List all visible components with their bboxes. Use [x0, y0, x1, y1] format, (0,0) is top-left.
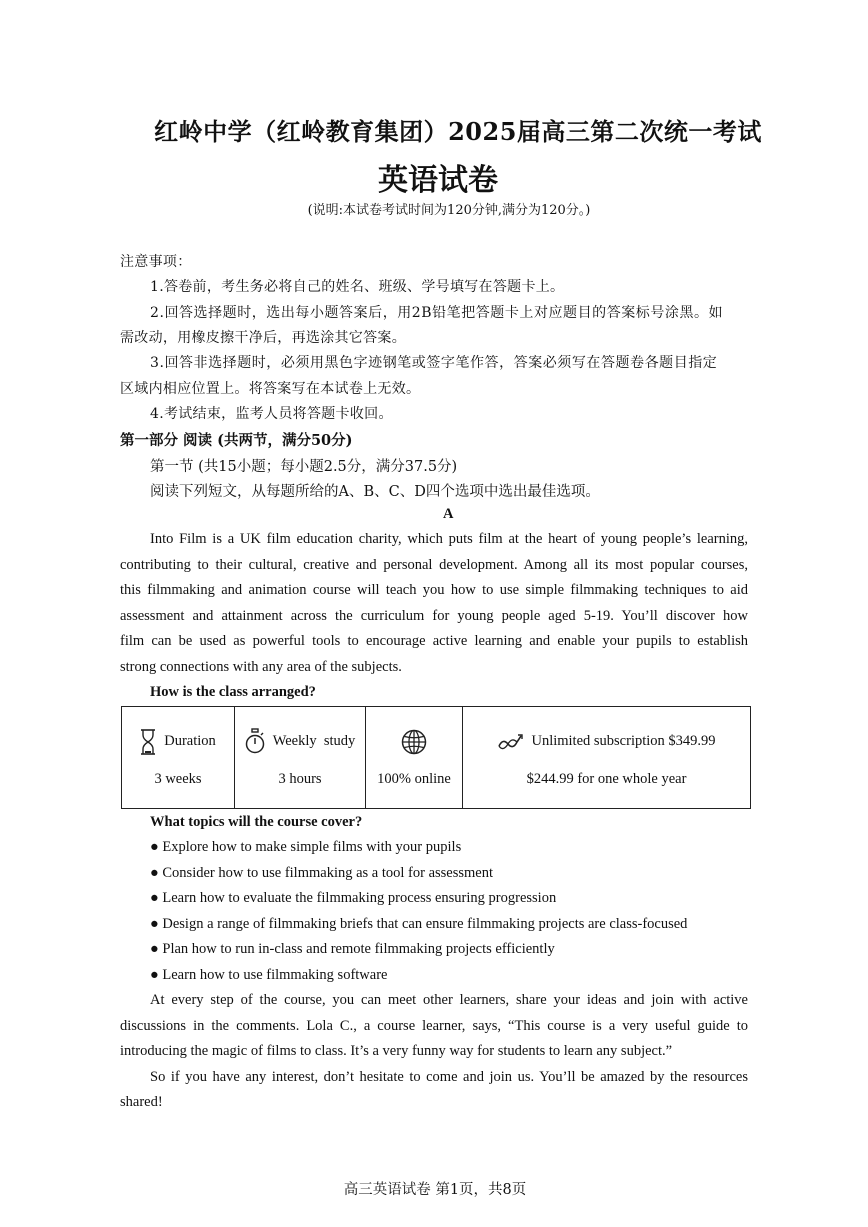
instruction-item: 2.回答选择题时，选出每小题答案后，用2B铅笔把答题卡上对应题目的答案标号涂黑。如 — [150, 305, 724, 321]
instruction-item: 区域内相应位置上。将答案写在本试卷上无效。 — [120, 381, 421, 397]
instruction-item: 需改动，用橡皮擦干净后，再选涂其它答案。 — [120, 330, 406, 346]
topic-item: ● Learn how to use filmmaking software — [150, 967, 388, 983]
subject-title: 英语试卷 — [378, 163, 498, 198]
weekly-study-cell — [235, 707, 366, 809]
passage-label: A — [443, 506, 454, 522]
infinity-icon — [497, 732, 523, 752]
paragraph-line: introducing the magic of films to class. It’s a very funny way for students to learn any subject.” — [120, 1043, 673, 1059]
instruction-item: 4.考试结束，监考人员将答题卡收回。 — [150, 406, 393, 422]
topics-heading: What topics will the course cover? — [150, 814, 363, 830]
instruction-item: 3.回答非选择题时，必须用黑色字迹钢笔或签字笔作答，答案必须写在答题卷各题目指定 — [150, 355, 718, 371]
paragraph-line: At every step of the course, you can meet other learners, share your ideas and join with active — [150, 992, 748, 1008]
paragraph-line: Into Film is a UK film education charity, which puts film at the heart of young people’s learning, — [150, 531, 748, 547]
exam-note: (说明:本试卷考试时间为120分钟,满分为120分。) — [307, 203, 591, 218]
duration-cell — [122, 707, 235, 809]
subscription-label: Unlimited subscription $349.99 — [531, 733, 716, 749]
weekly-study-label: Weekly study — [272, 733, 356, 749]
duration-value: 3 weeks — [154, 770, 202, 787]
section-heading: 第一节 (共15小题；每小题2.5分，满分37.5分) — [150, 459, 458, 475]
topic-item: ● Explore how to make simple films with your pupils — [150, 839, 462, 855]
topic-item: ● Consider how to use filmmaking as a tool for assessment — [150, 865, 494, 881]
topic-item: ● Design a range of filmmaking briefs that can ensure filmmaking projects are class-focused — [150, 916, 688, 932]
paragraph-line: contributing to their cultural, creative and personal development. Among all its most popular courses, — [120, 557, 748, 573]
topic-item: ● Plan how to run in-class and remote filmmaking projects efficiently — [150, 941, 555, 957]
class-arrangement-table — [121, 706, 751, 809]
paragraph-line: discussions in the comments. Lola C., a course learner, says, “This course is a very useful guide to — [120, 1018, 748, 1034]
subscription-cell — [463, 707, 751, 809]
paragraph-line: film can be used as powerful tools to encourage active learning and enable your pupils to establish — [120, 633, 748, 649]
globe-icon — [401, 729, 427, 755]
stopwatch-icon — [245, 728, 265, 756]
paragraph-line: strong connections with any area of the subjects. — [120, 659, 402, 675]
paragraph-line: assessment and attainment across the curriculum for young people aged 5-19. You’ll discover how — [120, 608, 748, 624]
part-heading: 第一部分 阅读 (共两节，满分50分) — [120, 432, 353, 449]
paragraph-line: shared! — [120, 1094, 163, 1110]
topic-item: ● Learn how to evaluate the filmmaking process ensuring progression — [150, 890, 557, 906]
paragraph-line: this filmmaking and animation course will teach you how to use simple filmmaking techniques to aid — [120, 582, 748, 598]
exam-title: 红岭中学（红岭教育集团）2025届高三第二次统一考试 — [154, 117, 762, 146]
online-cell — [366, 707, 463, 809]
subscription-value: $244.99 for one whole year — [526, 770, 687, 787]
hourglass-icon — [140, 729, 156, 755]
page-footer: 高三英语试卷 第1页，共8页 — [343, 1182, 527, 1198]
weekly-study-value: 3 hours — [278, 770, 322, 787]
instruction-item: 1.答卷前，考生务必将自己的姓名、班级、学号填写在答题卡上。 — [150, 279, 565, 295]
arranged-heading: How is the class arranged? — [150, 684, 316, 700]
paragraph-line: So if you have any interest, don’t hesitate to come and join us. You’ll be amazed by the resources — [150, 1069, 748, 1085]
instructions-heading: 注意事项： — [120, 254, 192, 270]
reading-direction: 阅读下列短文，从每题所给的A、B、C、D四个选项中选出最佳选项。 — [150, 484, 600, 500]
online-value: 100% online — [377, 770, 451, 787]
duration-label: Duration — [164, 733, 216, 749]
